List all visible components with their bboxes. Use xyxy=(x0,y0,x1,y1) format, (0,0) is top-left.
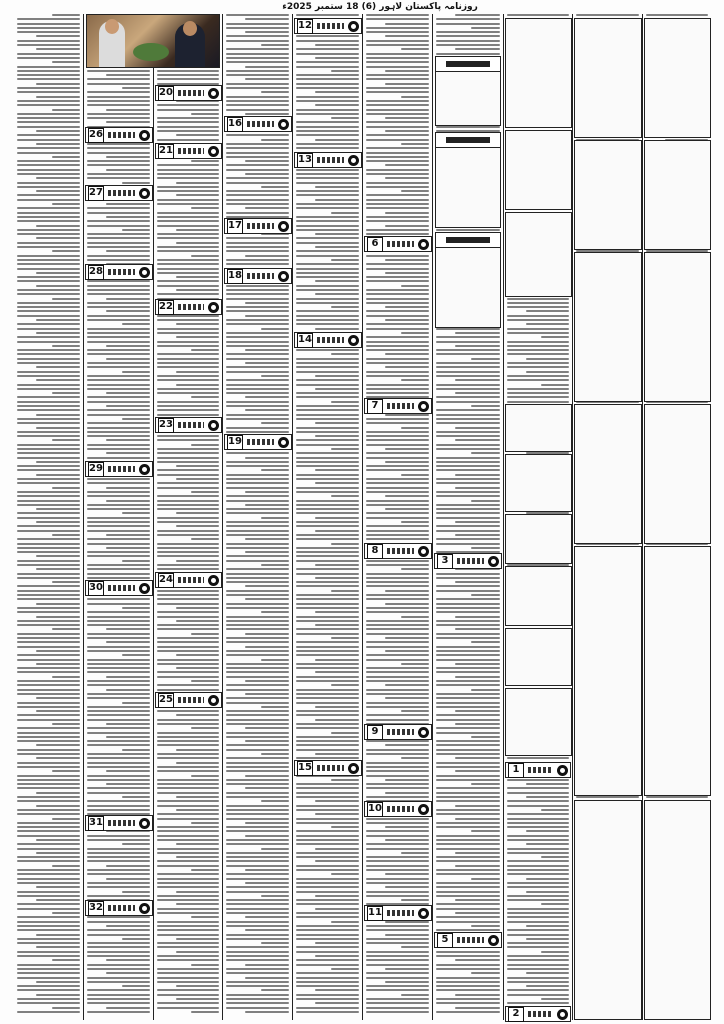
section-icon xyxy=(418,546,429,557)
section-number: 17 xyxy=(227,219,243,234)
section-number: 27 xyxy=(88,186,104,201)
section-title xyxy=(457,558,484,564)
section-icon xyxy=(348,21,359,32)
section-title xyxy=(108,585,135,591)
section-icon xyxy=(557,1009,568,1020)
section-title xyxy=(108,820,135,826)
ad-heading xyxy=(436,57,500,72)
section-title xyxy=(317,765,344,771)
section-header xyxy=(155,85,222,101)
section-number: 23 xyxy=(158,418,174,433)
section-icon xyxy=(208,88,219,99)
section-number: 10 xyxy=(367,802,383,817)
ad-box xyxy=(505,628,572,686)
ad-box xyxy=(574,18,642,138)
section-header xyxy=(85,185,153,201)
text-lines xyxy=(17,14,80,1015)
section-header xyxy=(294,152,362,168)
text-lines xyxy=(87,14,150,1015)
section-icon xyxy=(488,556,499,567)
section-title xyxy=(108,132,135,138)
section-header xyxy=(85,127,153,143)
section-title xyxy=(247,223,274,229)
section-number: 30 xyxy=(88,581,104,596)
section-number: 3 xyxy=(437,554,453,569)
section-title xyxy=(108,269,135,275)
section-number: 8 xyxy=(367,544,383,559)
section-icon xyxy=(418,908,429,919)
section-header xyxy=(364,724,432,740)
section-title xyxy=(247,439,274,445)
section-number: 19 xyxy=(227,435,243,450)
section-header xyxy=(224,434,292,450)
section-icon xyxy=(139,818,150,829)
section-title xyxy=(387,729,414,735)
ad-box xyxy=(574,252,642,402)
section-number: 28 xyxy=(88,265,104,280)
section-header xyxy=(294,332,362,348)
section-number: 1 xyxy=(508,763,524,778)
section-icon xyxy=(278,221,289,232)
section-icon xyxy=(139,903,150,914)
section-number: 9 xyxy=(367,725,383,740)
section-header xyxy=(364,398,432,414)
section-icon xyxy=(418,239,429,250)
section-header xyxy=(224,218,292,234)
ad-heading xyxy=(436,133,500,148)
section-header xyxy=(85,461,153,477)
section-title xyxy=(247,273,274,279)
ad-box xyxy=(644,252,711,402)
section-number: 5 xyxy=(437,933,453,948)
section-icon xyxy=(418,401,429,412)
section-title xyxy=(528,767,553,773)
section-header xyxy=(85,815,153,831)
section-title xyxy=(178,148,204,154)
section-title xyxy=(108,905,135,911)
section-number: 31 xyxy=(88,816,104,831)
column-3 xyxy=(154,14,222,1020)
section-icon xyxy=(557,765,568,776)
section-number: 22 xyxy=(158,300,174,315)
ad-box xyxy=(644,140,711,250)
section-title xyxy=(387,403,414,409)
section-icon xyxy=(208,695,219,706)
section-header xyxy=(155,572,222,588)
section-icon xyxy=(348,155,359,166)
section-title xyxy=(317,337,344,343)
column-1 xyxy=(14,14,83,1020)
column-2 xyxy=(84,14,153,1020)
section-number: 12 xyxy=(297,19,313,34)
section-header xyxy=(224,116,292,132)
section-header xyxy=(85,900,153,916)
section-header xyxy=(155,299,222,315)
ad-heading-text xyxy=(446,137,491,143)
section-number: 21 xyxy=(158,144,174,159)
section-icon xyxy=(139,583,150,594)
ad-box xyxy=(505,514,572,564)
section-icon xyxy=(278,437,289,448)
ad-box xyxy=(505,688,572,756)
section-icon xyxy=(208,146,219,157)
section-icon xyxy=(418,804,429,815)
ad-box xyxy=(505,404,572,452)
section-number: 16 xyxy=(227,117,243,132)
section-icon xyxy=(348,335,359,346)
section-header xyxy=(294,760,362,776)
section-title xyxy=(387,910,414,916)
section-number: 2 xyxy=(508,1007,524,1022)
section-header xyxy=(364,905,432,921)
ad-box xyxy=(644,18,711,138)
section-number: 15 xyxy=(297,761,313,776)
section-number: 26 xyxy=(88,128,104,143)
ad-box xyxy=(644,404,711,544)
section-header xyxy=(85,264,153,280)
section-header xyxy=(155,143,222,159)
column-4 xyxy=(223,14,292,1020)
section-number: 25 xyxy=(158,693,174,708)
photo-two-men xyxy=(86,14,220,68)
ad-box xyxy=(505,566,572,626)
ad-box xyxy=(574,140,642,250)
section-header xyxy=(505,762,571,778)
section-icon xyxy=(139,267,150,278)
text-lines xyxy=(157,14,219,1015)
section-icon xyxy=(488,935,499,946)
section-number: 7 xyxy=(367,399,383,414)
section-header xyxy=(224,268,292,284)
ad-box xyxy=(505,18,572,128)
section-title xyxy=(108,466,135,472)
ad-box xyxy=(644,800,711,1020)
section-icon xyxy=(418,727,429,738)
ad-heading-text xyxy=(446,237,491,243)
section-title xyxy=(457,937,484,943)
section-title xyxy=(247,121,274,127)
section-title xyxy=(387,806,414,812)
section-header xyxy=(364,801,432,817)
ad-box xyxy=(574,800,642,1020)
person-left xyxy=(99,21,125,67)
section-title xyxy=(317,157,344,163)
ad-box xyxy=(505,212,572,297)
section-header xyxy=(364,236,432,252)
section-icon xyxy=(208,575,219,586)
section-number: 20 xyxy=(158,86,174,101)
ad-box xyxy=(574,404,642,544)
ad-heading-text xyxy=(446,61,491,67)
section-header xyxy=(155,417,222,433)
section-icon xyxy=(139,130,150,141)
column-6 xyxy=(363,14,432,1020)
section-header xyxy=(434,932,502,948)
section-icon xyxy=(208,420,219,431)
section-number: 14 xyxy=(297,333,313,348)
ad-box xyxy=(505,454,572,512)
section-title xyxy=(387,548,414,554)
section-number: 13 xyxy=(297,153,313,168)
ad-box xyxy=(644,546,711,796)
section-icon xyxy=(278,119,289,130)
section-icon xyxy=(208,302,219,313)
section-header xyxy=(505,1006,571,1022)
section-number: 6 xyxy=(367,237,383,252)
text-lines xyxy=(366,14,429,1015)
section-header xyxy=(85,580,153,596)
ad-box xyxy=(505,130,572,210)
section-header xyxy=(155,692,222,708)
text-lines xyxy=(226,14,289,1015)
section-number: 29 xyxy=(88,462,104,477)
section-number: 18 xyxy=(227,269,243,284)
section-icon xyxy=(348,763,359,774)
flower-bouquet xyxy=(133,43,169,61)
ad-box xyxy=(574,546,642,796)
section-title xyxy=(178,577,204,583)
section-title xyxy=(178,90,204,96)
section-title xyxy=(178,304,204,310)
section-header xyxy=(434,553,502,569)
section-title xyxy=(317,23,344,29)
section-icon xyxy=(139,464,150,475)
section-number: 32 xyxy=(88,901,104,916)
section-title xyxy=(178,422,204,428)
section-number: 11 xyxy=(367,906,383,921)
section-title xyxy=(528,1011,553,1017)
section-header xyxy=(364,543,432,559)
section-header xyxy=(294,18,362,34)
person-right xyxy=(175,23,205,67)
section-number: 24 xyxy=(158,573,174,588)
section-icon xyxy=(278,271,289,282)
section-icon xyxy=(139,188,150,199)
section-title xyxy=(178,697,204,703)
section-title xyxy=(108,190,135,196)
ad-heading xyxy=(436,233,500,248)
section-title xyxy=(387,241,414,247)
masthead-date: روزنامہ پاکستان لاہور (6) 18 ستمبر 2025ء xyxy=(282,2,478,12)
